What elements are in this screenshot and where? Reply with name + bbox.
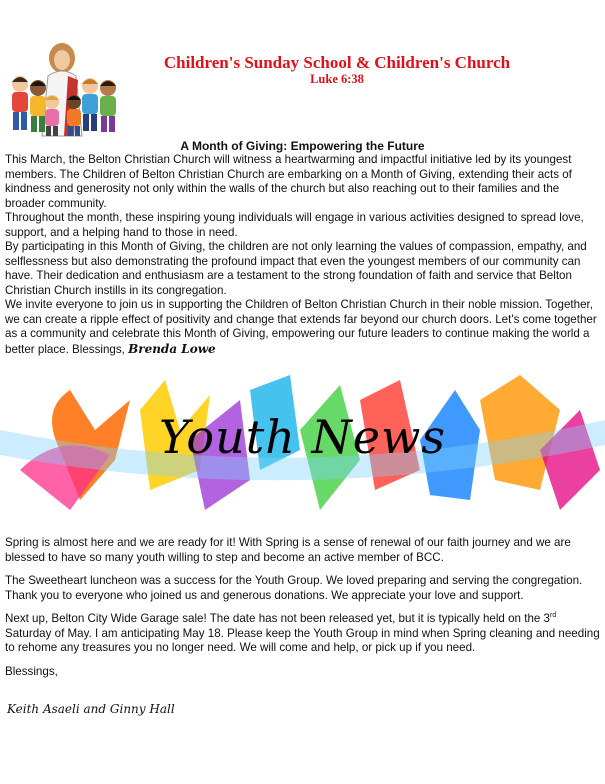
article-body bbox=[5, 153, 601, 357]
article-paragraph: Throughout the month, these inspiring young individuals will engage in various activities designed to spread love, support, and a helping hand to those in need. bbox=[5, 211, 584, 239]
youth-news-body bbox=[5, 536, 601, 688]
youth-closing: Blessings, bbox=[5, 664, 58, 678]
scripture-reference: Luke 6:38 bbox=[310, 72, 364, 86]
page-title: Children's Sunday School & Children's Church bbox=[163, 53, 511, 72]
article-paragraph: This March, the Belton Christian Church will witness a heartwarming and impactful initiative led by its youngest members. The Children of Belton Christian Church are embarking on a Month of Giving, extending their acts of kindness and generosity not only within the walls of the church but also reaching out to their families and the broader community. bbox=[5, 153, 572, 210]
article-heading: A Month of Giving: Empowering the Future bbox=[180, 139, 425, 153]
youth-news-heading: Youth News bbox=[159, 410, 446, 464]
author-signature: Brenda Lowe bbox=[128, 341, 216, 356]
youth-paragraph: Spring is almost here and we are ready for it! With Spring is a sense of renewal of our faith journey and we are blessed to have so many youth willing to step and become an active member of BCC. bbox=[5, 536, 571, 564]
youth-signature: Keith Asaeli and Ginny Hall bbox=[7, 702, 175, 716]
jesus-with-children-illustration bbox=[4, 36, 122, 138]
youth-paragraph: The Sweetheart luncheon was a success for the Youth Group. We loved preparing and serving the congregation. Thank you to everyone who joined us and generous donations. We appreciate your love and support. bbox=[5, 574, 583, 602]
article-paragraph bbox=[5, 298, 601, 357]
youth-paragraph: Next up, Belton City Wide Garage sale! The date has not been released yet, but it is typically held on the 3rd Saturday of May. I am anticipating May 18. Please keep the Youth Group in mind when Spring cleaning and needing to rehome any treasures you no longer need. We will come and help, or pick up if you need. bbox=[5, 612, 600, 654]
article-paragraph: By participating in this Month of Giving, the children are not only learning the values of compassion, empathy, and selflessness but also demonstrating the profound impact that even the youngest members of our community can have. Their dedication and enthusiasm are a testament to the strong foundation of faith and service that Belton Christian Church instills in its congregation. bbox=[5, 240, 587, 297]
closing-text: We invite everyone to join us in supporting the Children of Belton Christian Church in their noble mission. Together, we can create a ripple effect of positivity and change that extends far beyond our church doors. Let's come together as a community and celebrate this Month of Giving, empowering our future leaders to continue making the world a better place. Blessings, bbox=[5, 298, 597, 356]
